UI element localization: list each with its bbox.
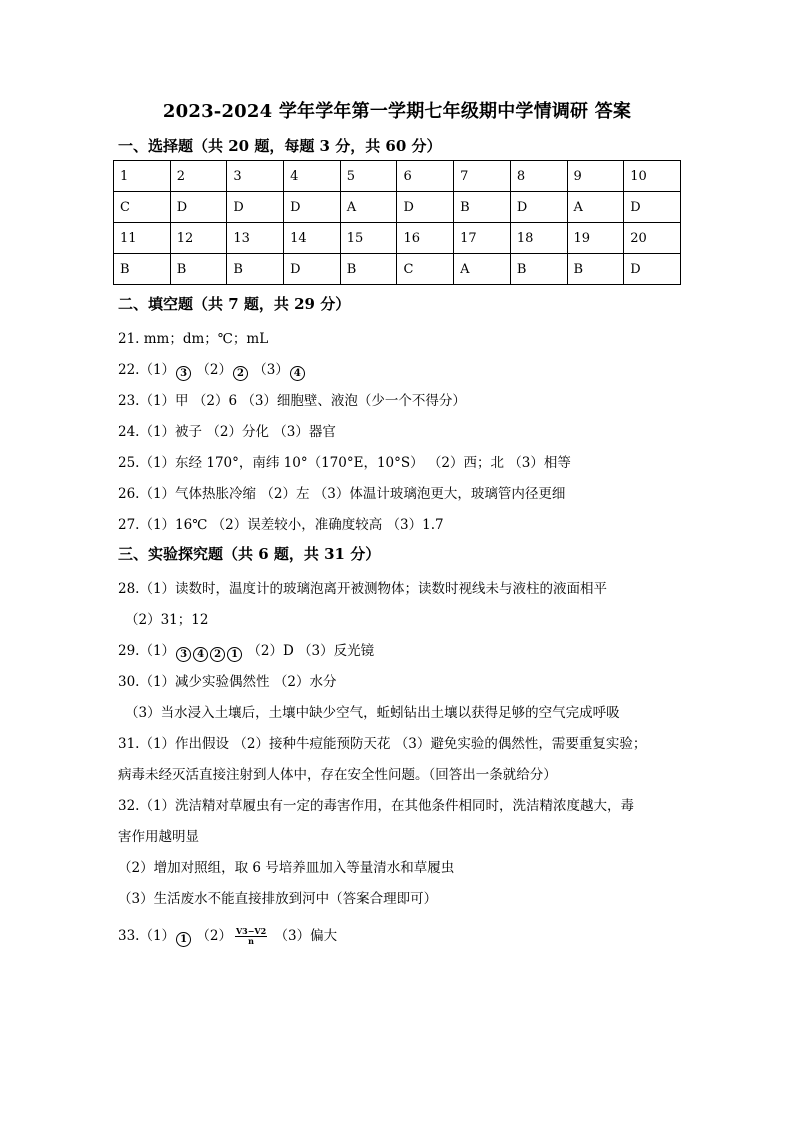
table-cell: 16 <box>397 223 454 254</box>
answer-q25: 25.（1）东经 170°，南纬 10°（170°E，10°S） （2）西；北 （3）相等 <box>118 455 571 471</box>
table-cell: 8 <box>510 161 567 192</box>
table-cell: B <box>454 192 511 223</box>
table-cell: 15 <box>340 223 397 254</box>
table-cell: B <box>170 254 227 285</box>
fraction-denominator: n <box>248 936 254 946</box>
circled-number: 3 <box>176 366 191 381</box>
table-cell: B <box>567 254 624 285</box>
table-cell: 11 <box>114 223 171 254</box>
q29-rest: （2）D （3）反光镜 <box>243 643 375 659</box>
table-cell: 13 <box>227 223 284 254</box>
table-cell: 7 <box>454 161 511 192</box>
answer-q31-line2: 病毒未经灭活直接注射到人体中，存在安全性问题。（回答出一条就给分） <box>118 767 557 783</box>
table-cell: 10 <box>624 161 681 192</box>
answer-q24: 24.（1）被子 （2）分化 （3）器官 <box>118 424 336 440</box>
table-cell: A <box>340 192 397 223</box>
circled-number: 4 <box>193 647 208 662</box>
answer-q32-line3: （2）增加对照组，取 6 号培养皿加入等量清水和草履虫 <box>118 860 455 876</box>
table-cell: 2 <box>170 161 227 192</box>
circled-number: 1 <box>227 647 242 662</box>
q33-rest: （3）偏大 <box>270 928 338 944</box>
table-cell: D <box>624 192 681 223</box>
table-cell: D <box>284 192 341 223</box>
table-cell: 4 <box>284 161 341 192</box>
answer-q32-line2: 害作用越明显 <box>118 829 199 845</box>
answer-q30-part2: （3）当水浸入土壤后，土壤中缺少空气，蚯蚓钻出土壤以获得足够的空气完成呼吸 <box>125 705 620 721</box>
table-cell: A <box>454 254 511 285</box>
table-row <box>114 161 681 192</box>
table-cell: 1 <box>114 161 171 192</box>
table-cell: 12 <box>170 223 227 254</box>
table-cell: B <box>510 254 567 285</box>
table-cell: D <box>284 254 341 285</box>
section-heading-experiment: 三、实验探究题（共 6 题，共 31 分） <box>118 545 381 563</box>
fraction-numerator: V3−V2 <box>235 926 267 936</box>
answer-q29 <box>118 639 374 662</box>
answer-q23: 23.（1）甲 （2）6 （3）细胞壁、液泡（少一个不得分） <box>118 393 466 409</box>
table-cell: 18 <box>510 223 567 254</box>
circled-number: 2 <box>233 366 248 381</box>
q33-prefix: 33.（1） <box>118 928 176 944</box>
table-row <box>114 223 681 254</box>
answer-table <box>113 160 681 285</box>
table-cell: C <box>397 254 454 285</box>
answer-q27: 27.（1）16℃ （2）误差较小，准确度较高 （3）1.7 <box>118 517 444 533</box>
section-heading-fill: 二、填空题（共 7 题，共 29 分） <box>118 295 351 313</box>
fraction <box>235 927 267 946</box>
answer-q21: 21. mm；dm；℃；mL <box>118 331 269 347</box>
table-cell: 3 <box>227 161 284 192</box>
table-cell: B <box>227 254 284 285</box>
answer-q22 <box>118 358 306 381</box>
answer-q26: 26.（1）气体热胀冷缩 （2）左 （3）体温计玻璃泡更大，玻璃管内径更细 <box>118 486 566 502</box>
table-cell: D <box>624 254 681 285</box>
table-row <box>114 192 681 223</box>
q22-part3: （3） <box>253 362 289 378</box>
table-cell: 20 <box>624 223 681 254</box>
answer-q32-line1: 32.（1）洗洁精对草履虫有一定的毒害作用，在其他条件相同时，洗洁精浓度越大，毒 <box>118 798 635 814</box>
circled-number: 2 <box>210 647 225 662</box>
answer-q28-part2: （2）31；12 <box>125 612 209 628</box>
answer-q28-part1: 28.（1）读数时，温度计的玻璃泡离开被测物体；读数时视线未与液柱的液面相平 <box>118 581 608 597</box>
table-cell: 19 <box>567 223 624 254</box>
answer-q33 <box>118 924 337 947</box>
table-cell: B <box>114 254 171 285</box>
table-cell: D <box>510 192 567 223</box>
q33-part2: （2） <box>192 928 232 944</box>
q22-part2: （2） <box>196 362 232 378</box>
circled-number: 4 <box>290 366 305 381</box>
table-row <box>114 254 681 285</box>
answer-q32-line4: （3）生活废水不能直接排放到河中（答案合理即可） <box>118 891 438 907</box>
table-cell: 17 <box>454 223 511 254</box>
section-heading-choice: 一、选择题（共 20 题，每题 3 分，共 60 分） <box>118 137 442 155</box>
circled-number: 3 <box>176 647 191 662</box>
q22-prefix: 22.（1） <box>118 362 176 378</box>
answer-q31-line1: 31.（1）作出假设 （2）接种牛痘能预防天花 （3）避免实验的偶然性，需要重复实验； <box>118 736 647 752</box>
answer-q30-part1: 30.（1）减少实验偶然性 （2）水分 <box>118 674 337 690</box>
table-cell: D <box>397 192 454 223</box>
table-cell: 5 <box>340 161 397 192</box>
table-cell: D <box>170 192 227 223</box>
table-cell: B <box>340 254 397 285</box>
table-cell: C <box>114 192 171 223</box>
q29-prefix: 29.（1） <box>118 643 176 659</box>
table-cell: 9 <box>567 161 624 192</box>
table-cell: 14 <box>284 223 341 254</box>
table-cell: D <box>227 192 284 223</box>
table-cell: A <box>567 192 624 223</box>
circled-number: 1 <box>176 932 191 947</box>
table-cell: 6 <box>397 161 454 192</box>
page-title: 2023-2024 学年学年第一学期七年级期中学情调研 答案 <box>162 101 632 122</box>
